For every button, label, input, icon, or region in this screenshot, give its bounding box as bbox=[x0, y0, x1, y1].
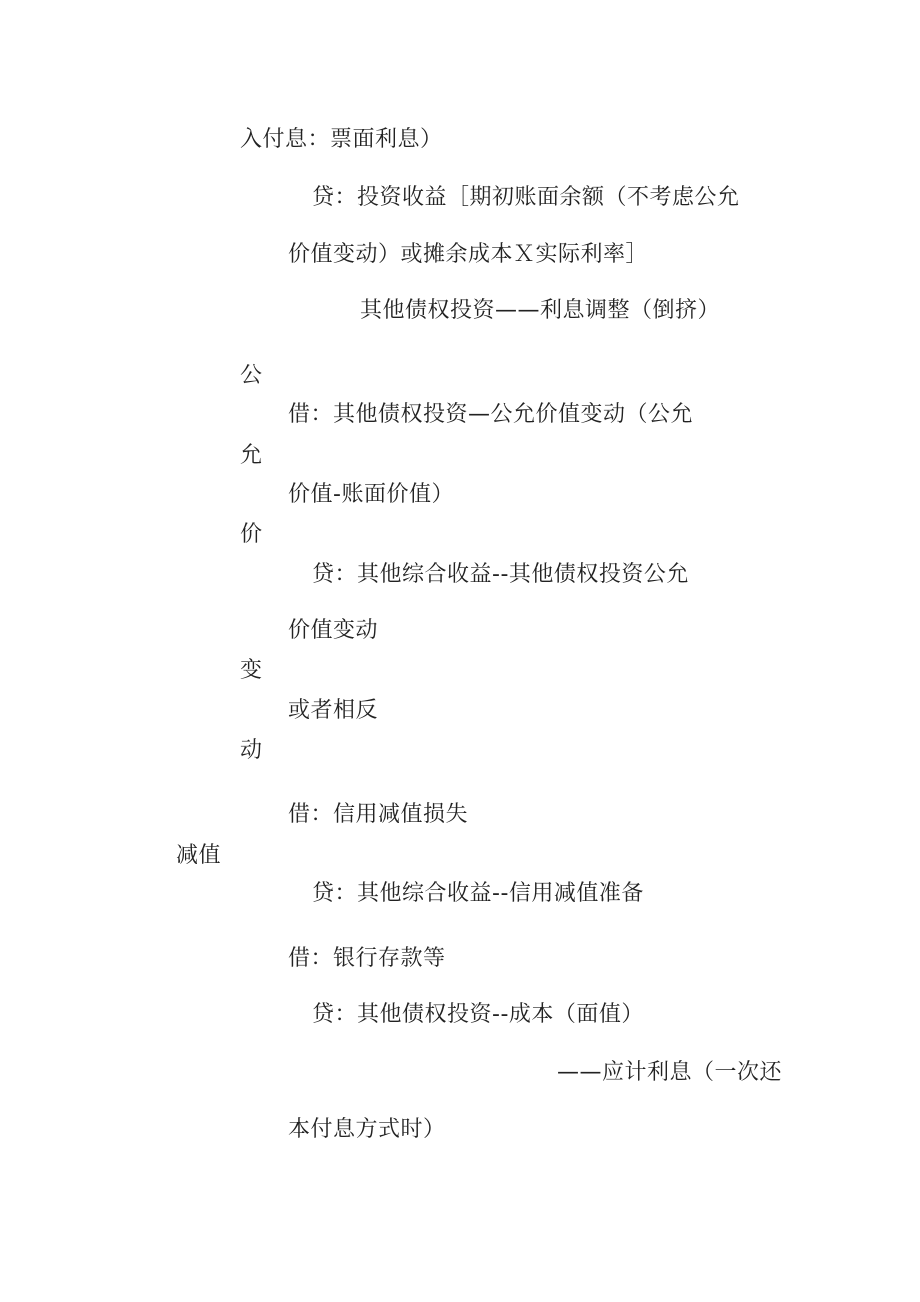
text-line: 入付息：票面利息） bbox=[240, 127, 443, 152]
text-line: 借：其他债权投资—公允价值变动（公允 bbox=[288, 402, 694, 427]
text-line: 贷：其他综合收益--其他债权投资公允 bbox=[312, 562, 689, 587]
text-line: 贷：其他综合收益--信用减值准备 bbox=[312, 881, 644, 906]
text-line: 借：信用减值损失 bbox=[288, 802, 469, 827]
text-line: 价值-账面价值） bbox=[288, 482, 454, 507]
text-line: ——应计利息（一次还 bbox=[557, 1060, 783, 1085]
side-label-char: 动 bbox=[240, 738, 263, 763]
text-line: 其他债权投资——利息调整（倒挤） bbox=[360, 298, 721, 323]
text-line: 借：银行存款等 bbox=[288, 946, 446, 971]
side-label-char: 公 bbox=[240, 363, 263, 388]
side-label-char: 允 bbox=[240, 443, 263, 468]
text-line: 贷：投资收益［期初账面余额（不考虑公允 bbox=[312, 185, 740, 210]
text-line: 或者相反 bbox=[288, 698, 379, 723]
side-label-char: 价 bbox=[240, 522, 263, 547]
side-label-char: 变 bbox=[240, 658, 263, 683]
text-line: 价值变动）或摊余成本Ｘ实际利率］ bbox=[288, 242, 649, 267]
side-label-impairment: 减值 bbox=[176, 843, 222, 868]
text-line: 贷：其他债权投资--成本（面值） bbox=[312, 1002, 644, 1027]
text-line: 本付息方式时） bbox=[288, 1117, 446, 1142]
text-line: 价值变动 bbox=[288, 618, 379, 643]
